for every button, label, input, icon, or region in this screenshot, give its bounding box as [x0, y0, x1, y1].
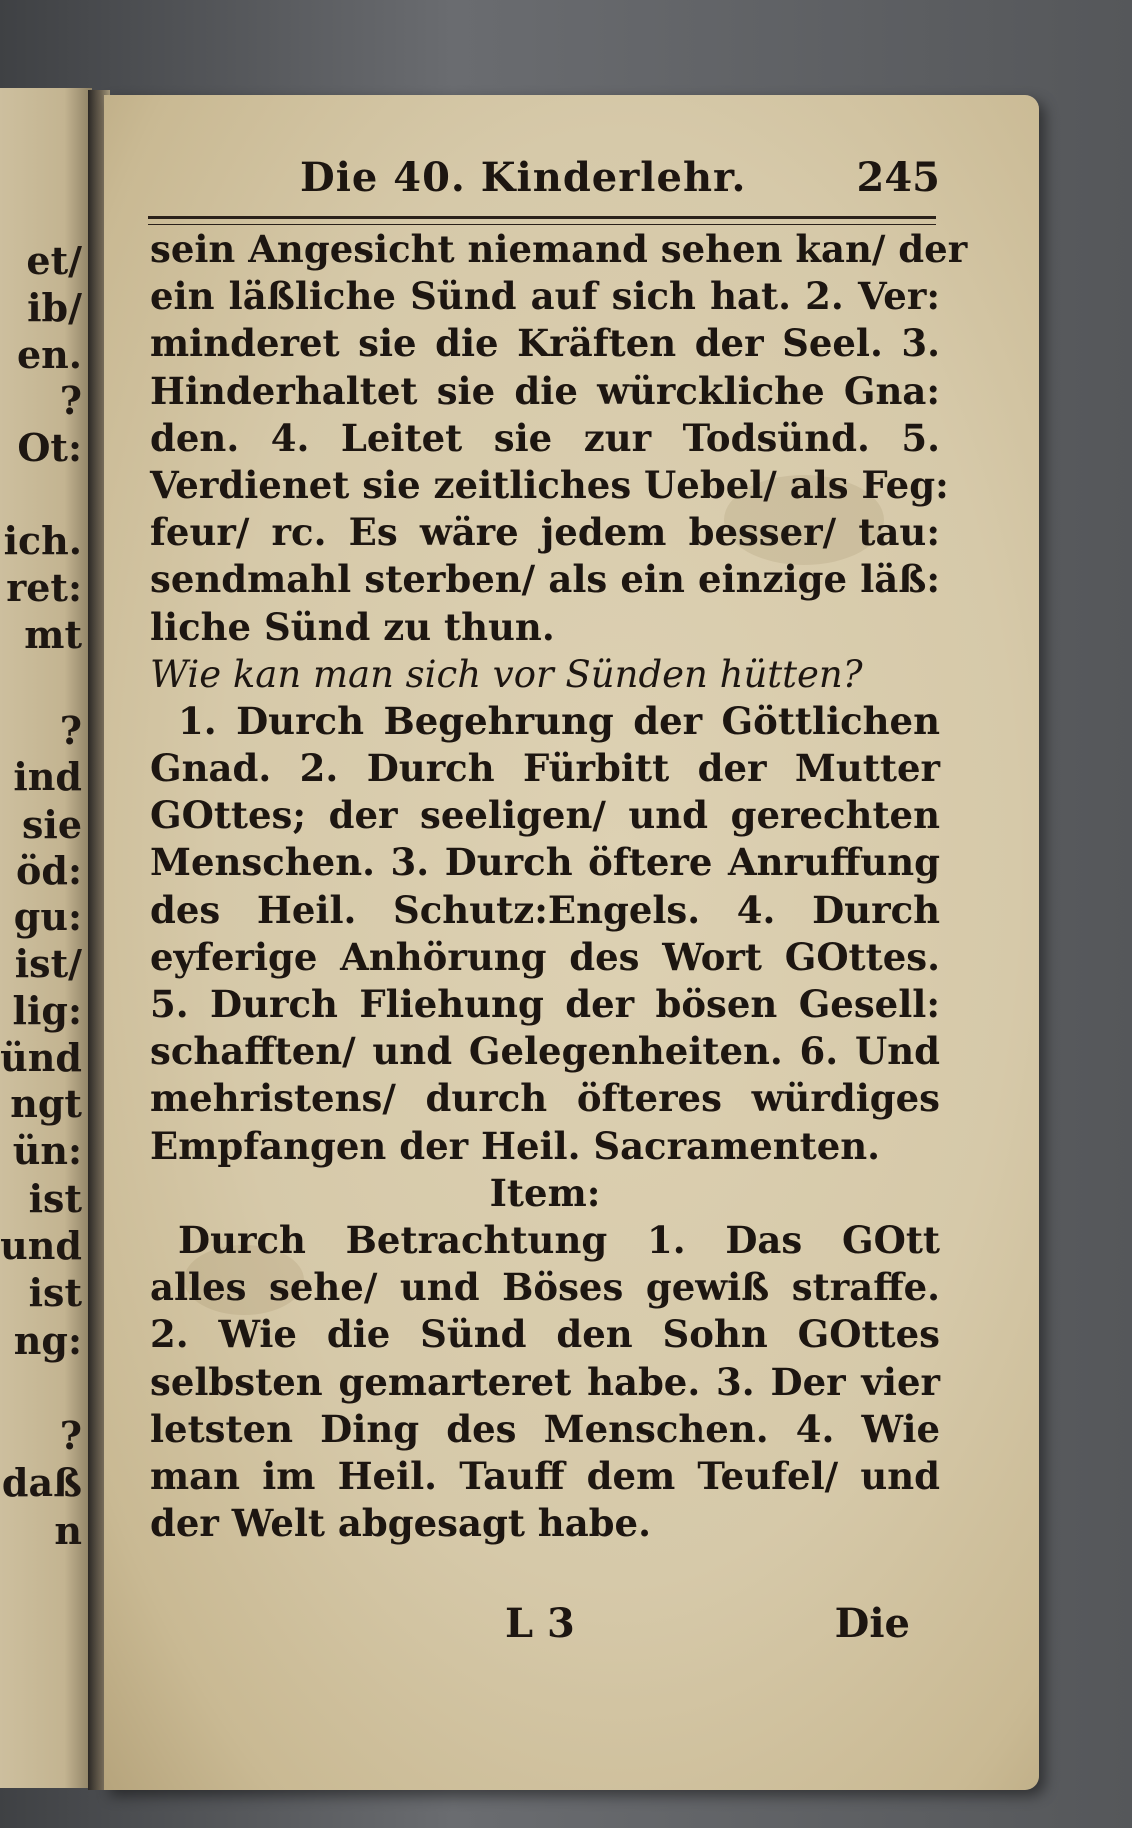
text-line: Durch Betrachtung 1. Das GOtt — [178, 1217, 940, 1262]
text-line: feur/ rc. Es wäre jedem besser/ tau: — [150, 510, 940, 555]
facing-page-fragment: öd: — [16, 848, 82, 893]
text-line: sendmahl sterben/ als ein einzige läß: — [150, 557, 940, 602]
body-text — [150, 226, 968, 1547]
facing-page-fragment: lig: — [12, 988, 82, 1033]
facing-page-fragment: ? — [59, 708, 82, 753]
text-line: Gnad. 2. Durch Fürbitt der Mutter — [150, 746, 940, 791]
text-line: man im Heil. Tauff dem Teufel/ und — [150, 1453, 940, 1498]
left-page-edge — [0, 88, 92, 1788]
facing-page-fragment: ret: — [6, 565, 82, 610]
text-line: Hinderhaltet sie die würckliche Gna: — [150, 368, 940, 413]
text-line: ein läßliche Sünd auf sich hat. 2. Ver: — [150, 274, 940, 319]
text-line: schafften/ und Gelegenheiten. 6. Und — [150, 1029, 940, 1074]
running-header — [150, 150, 940, 210]
facing-page-fragment: ? — [59, 378, 82, 423]
signature-mark: L 3 — [505, 1600, 575, 1647]
question-heading: Wie kan man sich vor Sünden hütten? — [150, 652, 863, 696]
facing-page-fragment: gu: — [13, 894, 82, 939]
text-line: der Welt abgesagt habe. — [150, 1501, 651, 1546]
text-line: Verdienet sie zeitliches Uebel/ als Feg: — [150, 462, 949, 507]
page-footer — [150, 1600, 910, 1660]
text-line: mehristens/ durch öfteres würdiges — [150, 1076, 940, 1121]
header-rule — [148, 216, 936, 225]
text-line: des Heil. Schutz:Engels. 4. Durch — [150, 887, 940, 932]
text-line: liche Sünd zu thun. — [150, 604, 555, 649]
text-line: eyferige Anhörung des Wort GOttes. — [150, 934, 940, 979]
text-line: alles sehe/ und Böses gewiß straffe. — [150, 1265, 940, 1310]
text-line: minderet sie die Kräften der Seel. 3. — [150, 321, 940, 366]
facing-page-fragment: und — [0, 1223, 82, 1268]
text-line: sein Angesicht niemand sehen kan/ der — [150, 227, 968, 271]
facing-page-fragment: ist — [28, 1270, 82, 1315]
facing-page-fragment: n — [54, 1508, 82, 1553]
item-heading: Item: — [489, 1170, 601, 1215]
facing-page-fragment: daß — [1, 1460, 82, 1505]
facing-page-fragment: Ot: — [17, 425, 82, 470]
facing-page-fragment: mt — [24, 612, 82, 657]
facing-page-fragment: ich. — [3, 518, 82, 563]
facing-page-fragment: ind — [13, 754, 82, 799]
text-line: 1. Durch Begehrung der Göttlichen — [178, 698, 940, 743]
facing-page-fragment: ngt — [10, 1081, 82, 1126]
facing-page-fragment: ünd — [0, 1035, 82, 1080]
facing-page-fragment: ng: — [13, 1318, 82, 1363]
facing-page-fragment: en. — [16, 332, 82, 377]
facing-page-fragment: et/ — [26, 238, 82, 283]
text-line: Empfangen der Heil. Sacramenten. — [150, 1123, 881, 1168]
text-line: Menschen. 3. Durch öftere Anruffung — [150, 840, 940, 885]
facing-page-fragment: ist — [28, 1176, 82, 1221]
text-line: den. 4. Leitet sie zur Todsünd. 5. — [150, 415, 940, 460]
facing-page-fragment: ? — [59, 1413, 82, 1458]
facing-page-fragment: ün: — [12, 1128, 82, 1173]
page-title: Die 40. Kinderlehr. — [300, 154, 747, 201]
facing-page-fragment: ist/ — [14, 941, 82, 986]
page-number: 245 — [856, 154, 940, 201]
text-line: 5. Durch Fliehung der bösen Gesell: — [150, 982, 940, 1026]
text-line: letsten Ding des Menschen. 4. Wie — [150, 1406, 940, 1451]
text-line: 2. Wie die Sünd den Sohn GOttes — [150, 1312, 940, 1357]
catchword: Die — [834, 1600, 910, 1647]
facing-page-fragment: sie — [21, 802, 82, 847]
text-line: selbsten gemarteret habe. 3. Der vier — [150, 1359, 940, 1404]
text-line: GOttes; der seeligen/ und gerechten — [150, 793, 940, 838]
facing-page-fragment: ib/ — [27, 285, 82, 330]
